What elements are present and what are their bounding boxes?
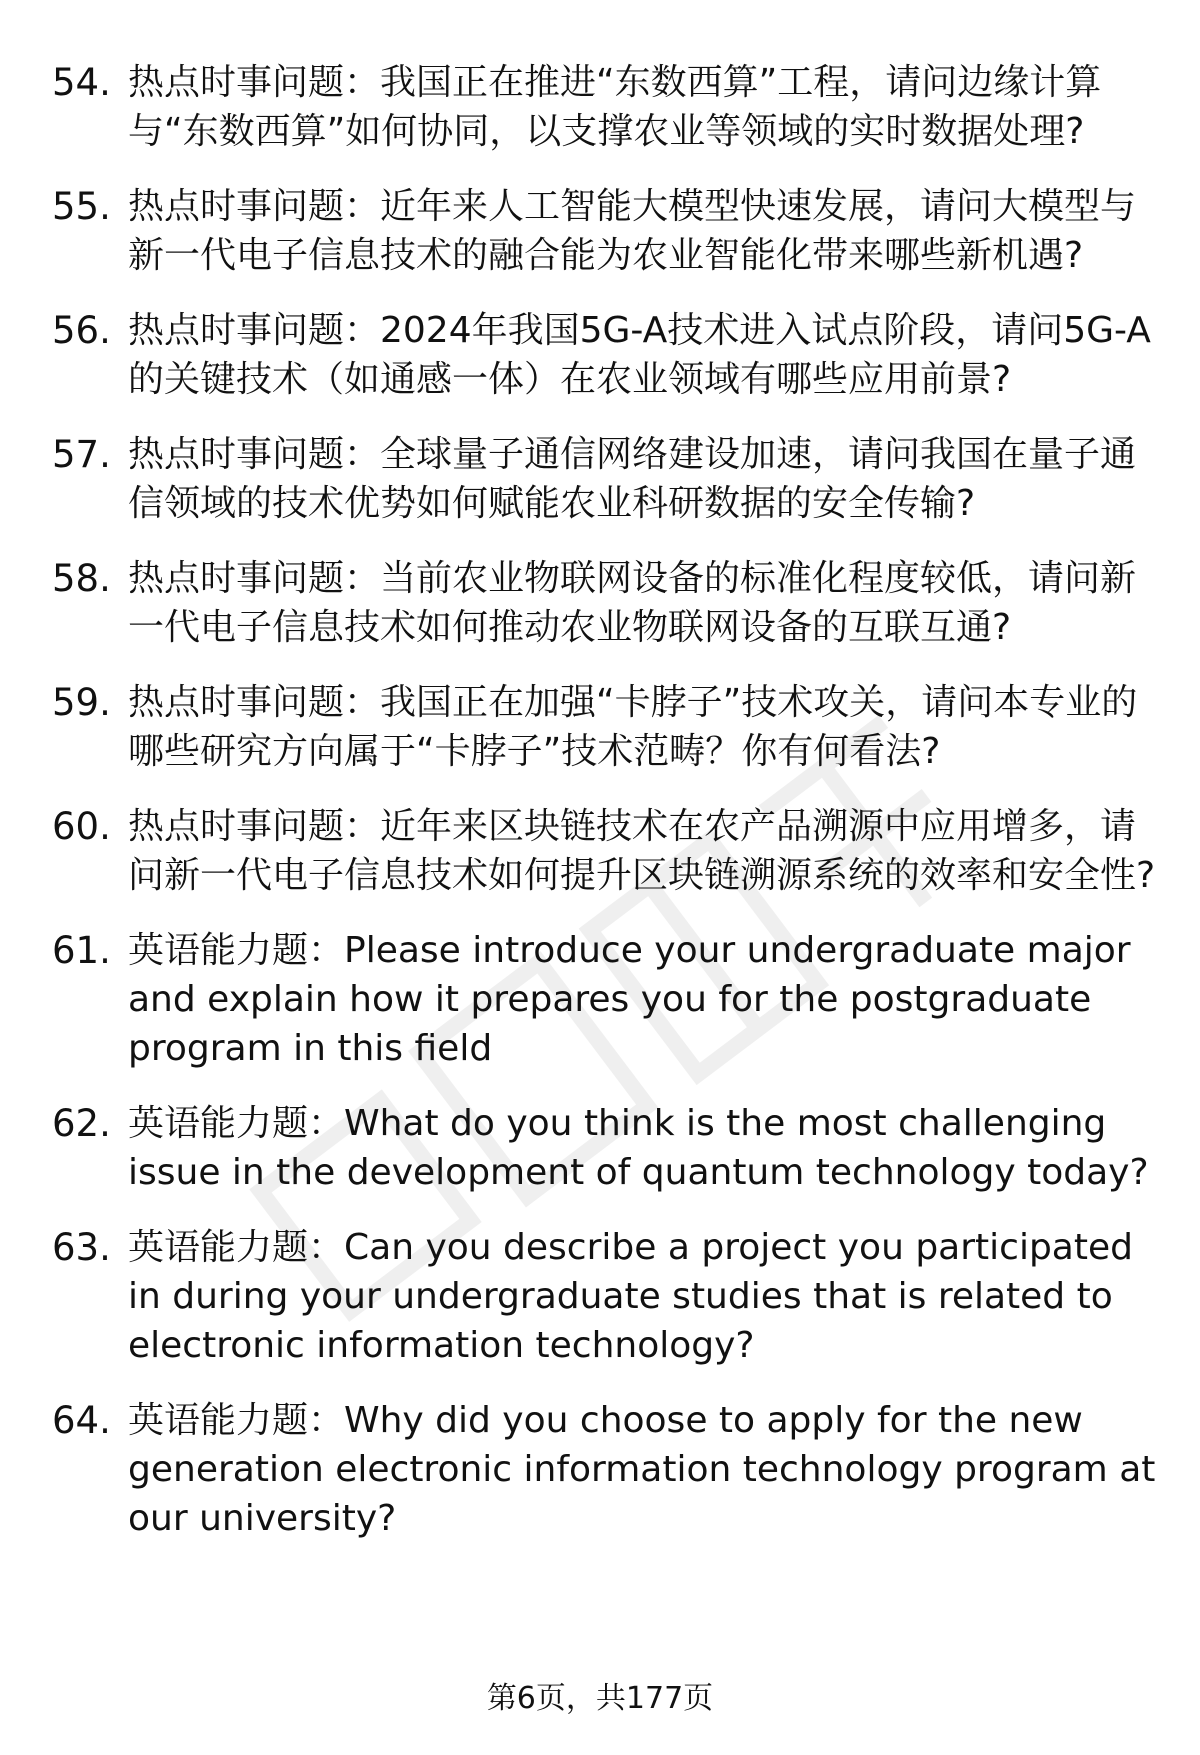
question-text: 英语能力题：Why did you choose to apply for the new generation electronic information technology program at our university? [128,1400,1156,1539]
question-text: 热点时事问题：近年来区块链技术在农产品溯源中应用增多，请问新一代电子信息技术如何提升区块链溯源系统的效率和安全性? [128,806,1156,896]
question-text: 热点时事问题：全球量子通信网络建设加速，请问我国在量子通信领域的技术优势如何赋能农业科研数据的安全传输? [128,434,1137,524]
question-text: 热点时事问题：近年来人工智能大模型快速发展，请问大模型与新一代电子信息技术的融合能为农业智能化带来哪些新机遇? [128,186,1137,276]
question-item [52,1223,1162,1370]
question-number: 61. [52,929,111,972]
question-number: 60. [52,805,111,848]
question-text: 英语能力题：Can you describe a project you participated in during your undergraduate studies that is related to electronic information technology? [128,1227,1133,1366]
question-number: 58. [52,557,111,600]
question-item [52,306,1162,404]
question-number: 63. [52,1226,111,1269]
question-text: 热点时事问题：2024年我国5G-A技术进入试点阶段，请问5G-A的关键技术（如通感一体）在农业领域有哪些应用前景? [128,310,1151,400]
question-list [52,58,1162,1569]
question-number: 59. [52,681,111,724]
question-item [52,678,1162,776]
question-item [52,802,1162,900]
question-item [52,554,1162,652]
question-number: 57. [52,433,111,476]
question-text: 英语能力题：Please introduce your undergraduate major and explain how it prepares you for the postgraduate program in this field [128,930,1131,1069]
question-text: 热点时事问题：我国正在推进“东数西算”工程，请问边缘计算与“东数西算”如何协同，以支撑农业等领域的实时数据处理? [128,62,1102,152]
question-item [52,1099,1162,1197]
question-number: 54. [52,61,111,104]
question-item [52,58,1162,156]
question-number: 62. [52,1102,111,1145]
question-text: 热点时事问题：当前农业物联网设备的标准化程度较低，请问新一代电子信息技术如何推动农业物联网设备的互联互通? [128,558,1137,648]
question-number: 55. [52,185,111,228]
question-number: 56. [52,309,111,352]
question-number: 64. [52,1399,111,1442]
question-item [52,926,1162,1073]
question-item [52,430,1162,528]
question-text: 热点时事问题：我国正在加强“卡脖子”技术攻关，请问本专业的哪些研究方向属于“卡脖子”技术范畴？你有何看法? [128,682,1138,772]
page-number-label: 第6页，共177页 [486,1681,714,1716]
question-text: 英语能力题：What do you think is the most challenging issue in the development of quantum technology today? [128,1103,1149,1193]
question-item [52,1396,1162,1543]
question-item [52,182,1162,280]
page-footer [0,1679,1200,1719]
